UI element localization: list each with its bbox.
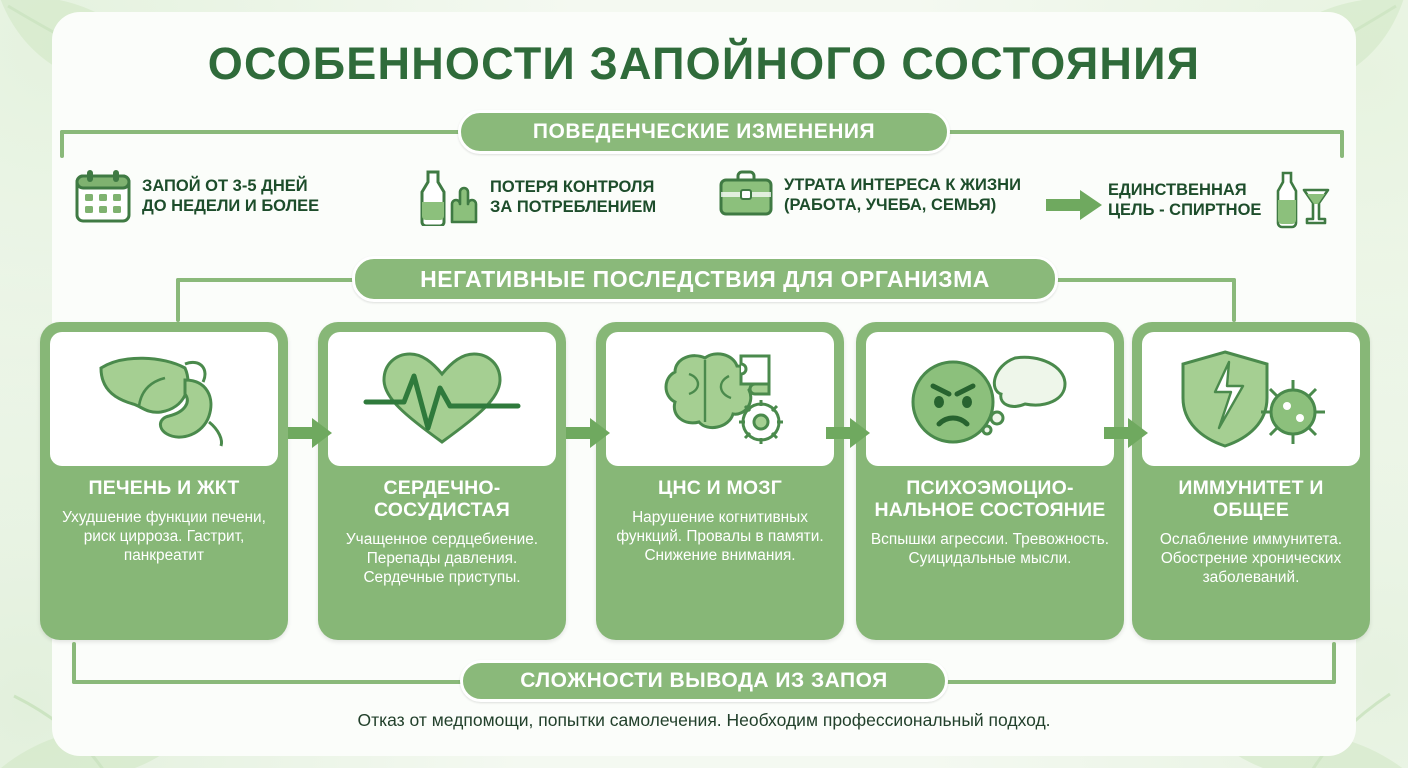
behavior-item (718, 170, 1021, 220)
page-title: ОСОБЕННОСТИ ЗАПОЙНОГО СОСТОЯНИЯ (207, 38, 1201, 89)
connector-rail (1232, 278, 1236, 322)
consequence-card (40, 322, 288, 640)
behavior-item-line2: ДО НЕДЕЛИ И БОЛЕЕ (142, 197, 320, 215)
behavior-item (408, 168, 656, 226)
card-title: ПЕЧЕНЬ И ЖКТ (88, 477, 240, 499)
heart-pulse-icon (362, 346, 522, 452)
consequence-card (596, 322, 844, 640)
arrow-right-icon (1046, 190, 1102, 220)
liver-and-stomach-icon (89, 346, 239, 452)
footer-note: Отказ от медпомощи, попытки самолечения. Необходим профессиональный подход. (357, 710, 1051, 730)
connector-rail (1340, 130, 1344, 158)
consequence-card (1132, 322, 1370, 640)
brain-gear-icon (645, 346, 795, 452)
section-header-behavior: ПОВЕДЕНЧЕСКИЕ ИЗМЕНЕНИЯ (458, 110, 950, 154)
card-text: Учащенное сердцебиение. Перепады давления. Сердечные приступы. (345, 530, 539, 586)
angry-face-thought-icon (905, 346, 1075, 452)
behavior-item-line1: УТРАТА ИНТЕРЕСА К ЖИЗНИ (784, 175, 1021, 194)
briefcase-icon (718, 170, 774, 220)
connector-rail (948, 130, 1344, 134)
connector-rail (1056, 278, 1236, 282)
connector-rail (176, 278, 354, 282)
behavior-item (74, 168, 319, 224)
bottle-and-glass-icon (1271, 170, 1333, 230)
connector-rail (946, 680, 1336, 684)
card-image (1142, 332, 1360, 466)
card-title: ЦНС И МОЗГ (658, 477, 782, 499)
section-header-negative: НЕГАТИВНЫЕ ПОСЛЕДСТВИЯ ДЛЯ ОРГАНИЗМА (352, 256, 1058, 302)
arrow-right-icon (566, 418, 610, 448)
connector-rail (72, 642, 76, 684)
card-title: ПСИХОЭМОЦИО-НАЛЬНОЕ СОСТОЯНИЕ (874, 477, 1106, 521)
card-title: СЕРДЕЧНО-СОСУДИСТАЯ (373, 477, 510, 521)
card-title: ИММУНИТЕТ И ОБЩЕЕ (1178, 477, 1324, 521)
behavior-item-line2: ЗА ПОТРЕБЛЕНИЕМ (490, 198, 657, 216)
behavior-item-line1: ЗАПОЙ ОТ 3-5 ДНЕЙ (142, 176, 308, 195)
consequence-card (856, 322, 1124, 640)
connector-rail (60, 130, 460, 134)
connector-rail (176, 278, 180, 322)
connector-rail (72, 680, 462, 684)
arrow-right-icon (1104, 418, 1148, 448)
bottle-and-hand-icon (408, 168, 480, 226)
arrow-right-icon (288, 418, 332, 448)
behavior-item-line2: (РАБОТА, УЧЕБА, СЕМЬЯ) (784, 196, 997, 214)
behavior-item-line1: ПОТЕРЯ КОНТРОЛЯ (490, 177, 655, 196)
calendar-icon (74, 168, 132, 224)
card-image (866, 332, 1114, 466)
card-text: Вспышки агрессии. Тревожность. Суицидальные мысли. (870, 530, 1110, 567)
behavior-item (1108, 170, 1333, 230)
card-image (50, 332, 278, 466)
card-image (328, 332, 556, 466)
card-text: Ухудшение функции печени, риск цирроза. Гастрит, панкреатит (62, 508, 266, 565)
connector-rail (60, 130, 64, 158)
consequence-card (318, 322, 566, 640)
card-image (606, 332, 834, 466)
broken-shield-virus-icon (1171, 346, 1331, 452)
behavior-item-line1: ЕДИНСТВЕННАЯ (1108, 180, 1247, 199)
card-text: Нарушение когнитивных функций. Провалы в памяти. Снижение внимания. (616, 508, 824, 565)
arrow-right-icon (826, 418, 870, 448)
behavior-item-line2: ЦЕЛЬ - СПИРТНОЕ (1108, 201, 1262, 219)
connector-rail (1332, 642, 1336, 684)
section-header-difficulty: СЛОЖНОСТИ ВЫВОДА ИЗ ЗАПОЯ (460, 660, 948, 702)
card-text: Ослабление иммунитета. Обострение хронических заболеваний. (1159, 530, 1343, 586)
